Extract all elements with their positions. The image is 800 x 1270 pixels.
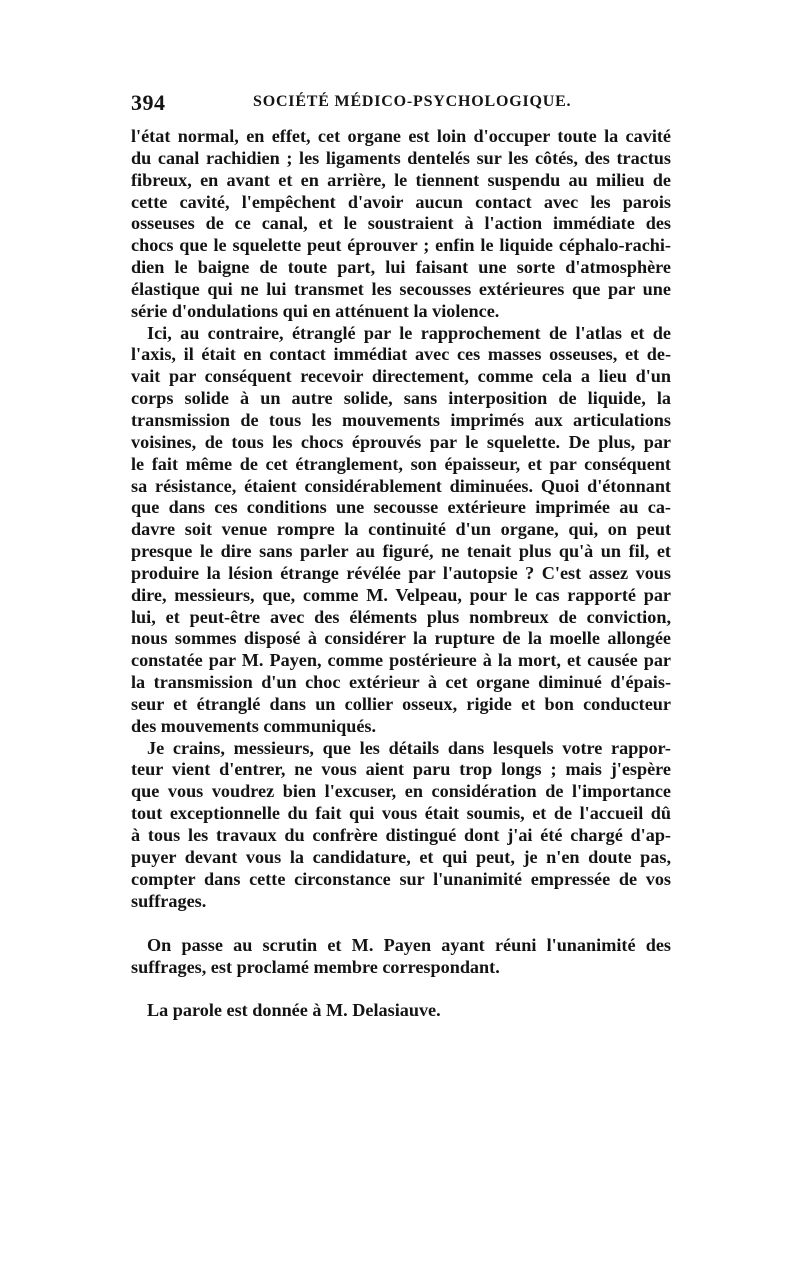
text-line: l'état normal, en effet, cet organe est loin d'occuper toute la cavité xyxy=(131,126,671,146)
text-line: La parole est donnée à M. Delasiauve. xyxy=(147,1000,441,1021)
text-line: suffrages. xyxy=(131,890,207,911)
text-line: le fait même de cet étranglement, son épaisseur, et par conséquent xyxy=(131,453,671,474)
text-line: osseuses de ce canal, et le soustraient à l'action immédiate des xyxy=(131,213,671,234)
paragraph-2 xyxy=(131,323,671,738)
text-line: lui, et peut-être avec des éléments plus nombreux de conviction, xyxy=(131,606,671,627)
text-line: Ici, au contraire, étranglé par le rapprochement de l'atlas et de xyxy=(147,322,671,343)
text-line: dien le baigne de toute part, lui faisant une sorte d'atmosphère xyxy=(131,257,671,278)
text-line: dire, messieurs, que, comme M. Velpeau, pour le cas rapporté par xyxy=(131,584,671,605)
page-header xyxy=(131,90,671,118)
text-line: presque le dire sans parler au figuré, ne tenait plus qu'à un fil, et xyxy=(131,541,671,562)
text-line: chocs que le squelette peut éprouver ; enfin le liquide céphalo-rachi- xyxy=(131,235,671,256)
text-line: transmission de tous les mouvements imprimés aux articulations xyxy=(131,409,671,430)
body-text xyxy=(131,126,671,1022)
text-line: fibreux, en avant et en arrière, le tiennent suspendu au milieu de xyxy=(131,169,671,190)
text-line: à tous les travaux du confrère distingué dont j'ai été chargé d'ap- xyxy=(131,825,671,845)
text-line: des mouvements communiqués. xyxy=(131,715,377,736)
text-line: seur et étranglé dans un collier osseux, rigide et bon conducteur xyxy=(131,693,671,714)
text-line: corps solide à un autre solide, sans interposition de liquide, la xyxy=(131,388,671,409)
paragraph-4 xyxy=(131,935,671,979)
text-line: Je crains, messieurs, que les détails dans lesquels votre rappor- xyxy=(147,737,671,758)
text-line: série d'ondulations qui en atténuent la violence. xyxy=(131,300,500,321)
text-line: On passe au scrutin et M. Payen ayant réuni l'unanimité des xyxy=(147,935,671,956)
text-line: cette cavité, l'empêchent d'avoir aucun contact avec les parois xyxy=(131,191,671,212)
text-line: puyer devant vous la candidature, et qui peut, je n'en doute pas, xyxy=(131,846,671,867)
text-line: élastique qui ne lui transmet les secousses extérieures que par une xyxy=(131,278,671,299)
paragraph-3 xyxy=(131,738,671,913)
text-line: que dans ces conditions une secousse extérieure imprimée au ca- xyxy=(131,497,671,518)
running-title: SOCIÉTÉ MÉDICO-PSYCHOLOGIQUE. xyxy=(253,93,572,110)
text-line: la transmission d'un choc extérieur à cet organe diminué d'épais- xyxy=(131,672,671,693)
text-line: nous sommes disposé à considérer la rupture de la moelle allongée xyxy=(131,628,671,649)
text-line: du canal rachidien ; les ligaments dentelés sur les côtés, des tractus xyxy=(131,147,671,168)
text-line: voisines, de tous les chocs éprouvés par le squelette. De plus, par xyxy=(131,431,671,452)
text-line: davre soit venue rompre la continuité d'un organe, qui, on peut xyxy=(131,519,671,540)
text-line: sa résistance, étaient considérablement diminuées. Quoi d'étonnant xyxy=(131,475,671,496)
text-line: tout exceptionnelle du fait qui vous était soumis, et de l'accueil dû xyxy=(131,803,671,824)
page-number: 394 xyxy=(131,90,166,115)
text-line: teur vient d'entrer, ne vous aient paru trop longs ; mais j'espère xyxy=(131,759,671,780)
text-line: constatée par M. Payen, comme postérieure à la mort, et causée par xyxy=(131,650,671,671)
paragraph-spacer xyxy=(131,979,671,1000)
text-line: que vous voudrez bien l'excuser, en considération de l'importance xyxy=(131,781,671,802)
paragraph-spacer xyxy=(131,912,671,935)
text-line: suffrages, est proclamé membre correspondant. xyxy=(131,957,500,978)
text-line: compter dans cette circonstance sur l'unanimité empressée de vos xyxy=(131,868,671,889)
text-line: produire la lésion étrange révélée par l'autopsie ? C'est assez vous xyxy=(131,562,671,583)
paragraph-5 xyxy=(131,1000,671,1022)
text-line: vait par conséquent recevoir directement, comme cela a lieu d'un xyxy=(131,366,671,387)
text-line: l'axis, il était en contact immédiat avec ces masses osseuses, et de- xyxy=(131,344,671,365)
paragraph-1 xyxy=(131,126,671,323)
